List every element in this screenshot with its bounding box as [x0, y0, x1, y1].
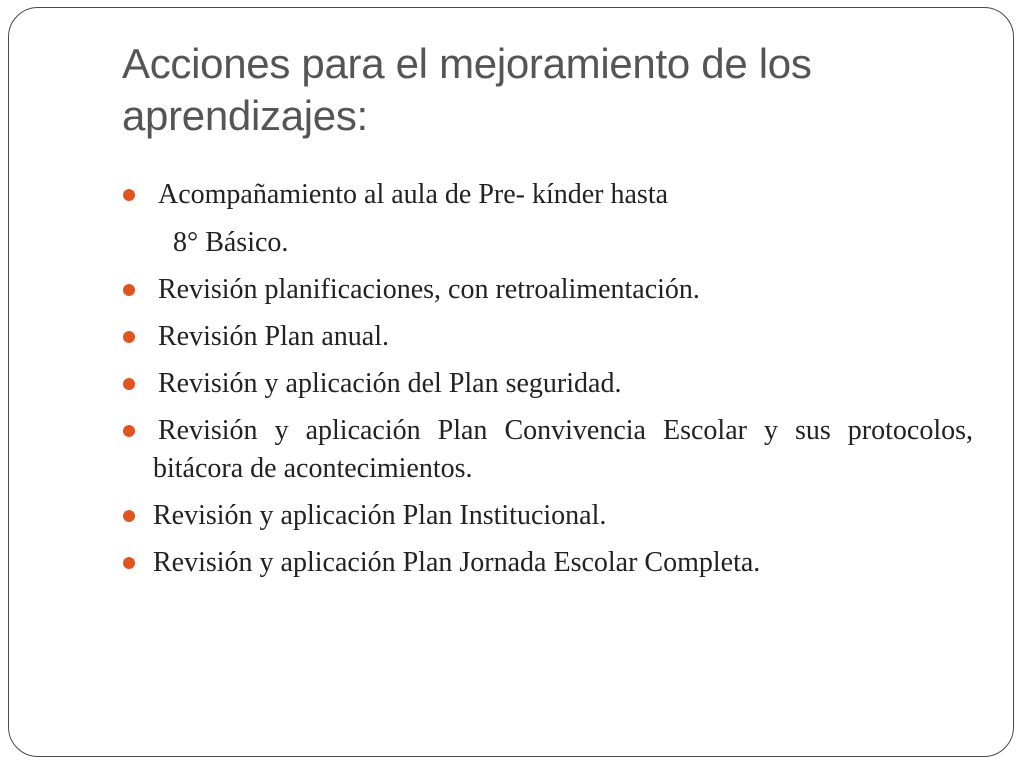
bullet-list	[117, 176, 973, 591]
list-item	[117, 497, 973, 535]
bullet-text: Revisión y aplicación del Plan seguridad.	[158, 368, 622, 399]
bullet-icon	[123, 284, 135, 296]
list-item	[117, 544, 973, 582]
bullet-text: Revisión y aplicación Plan Jornada Escolar Completa.	[153, 547, 761, 578]
bullet-icon	[123, 557, 135, 569]
bullet-icon	[123, 425, 135, 437]
bullet-icon	[123, 189, 135, 201]
bullet-text: Acompañamiento al aula de Pre- kínder hasta	[158, 179, 669, 210]
list-item	[117, 365, 973, 403]
list-item	[117, 412, 973, 488]
list-item	[117, 176, 973, 262]
bullet-icon	[123, 331, 135, 343]
bullet-icon	[123, 510, 135, 522]
bullet-text: Revisión y aplicación Plan Convivencia Escolar y sus protocolos, bitácora de acontecimientos.	[153, 415, 973, 484]
bullet-text: Revisión y aplicación Plan Institucional.	[153, 500, 607, 531]
bullet-icon	[123, 378, 135, 390]
bullet-text: Revisión Plan anual.	[158, 321, 389, 352]
bullet-text: Revisión planificaciones, con retroalimentación.	[158, 274, 700, 305]
slide-title: Acciones para el mejoramiento de los aprendizajes:	[122, 40, 812, 139]
list-item	[117, 318, 973, 356]
bullet-continuation-text: 8° Básico.	[173, 227, 289, 258]
slide-frame	[8, 7, 1014, 757]
list-item	[117, 271, 973, 309]
